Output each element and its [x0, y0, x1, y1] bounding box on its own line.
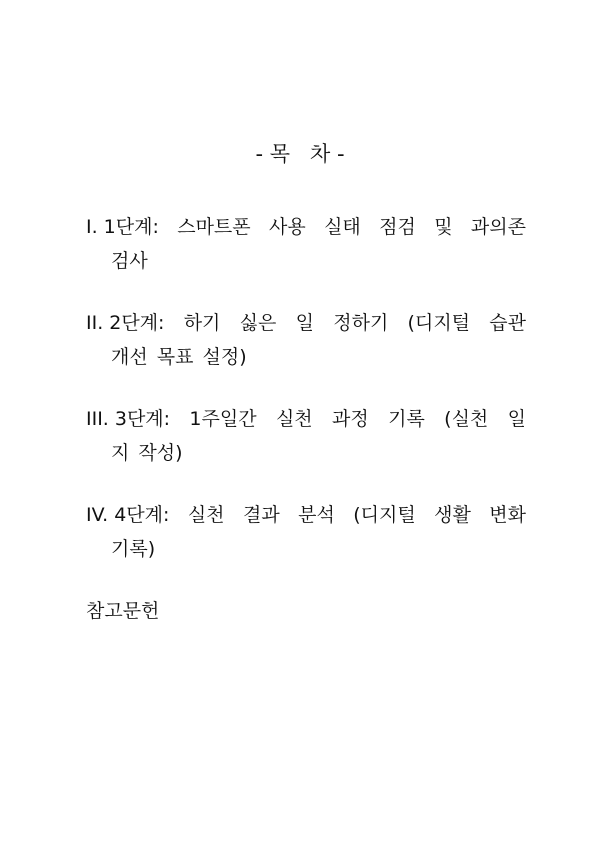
- toc-entry-line: [86, 498, 526, 532]
- toc-entry-4: [86, 498, 526, 566]
- toc-entry-text: 1단계: 스마트폰 사용 실태 점검 및 과의존: [103, 216, 526, 238]
- toc-entry-text: 4단계: 실천 결과 분석 (디지털 생활 변화: [114, 504, 526, 526]
- toc-entry-3: [86, 402, 526, 470]
- toc-entry-1: [86, 210, 526, 278]
- toc-entry-continuation: 검사: [111, 250, 148, 272]
- toc-entry-continuation: 개선 목표 설정): [111, 346, 247, 368]
- toc-references: 참고문헌: [86, 600, 160, 622]
- toc-entry-line: [86, 210, 526, 244]
- toc-entry-continuation: 기록): [111, 538, 156, 560]
- toc-entry-continuation: 지 작성): [111, 442, 183, 464]
- toc-entry-line: [86, 402, 526, 436]
- toc-entry-2: [86, 306, 526, 374]
- toc-entry-line: [86, 306, 526, 340]
- toc-entry-numeral: II.: [86, 312, 104, 334]
- toc-entry-numeral: I.: [86, 216, 98, 238]
- toc-entry-text: 3단계: 1주일간 실천 과정 기록 (실천 일: [114, 408, 526, 430]
- toc-entry-text: 2단계: 하기 싫은 일 정하기 (디지털 습관: [109, 312, 526, 334]
- toc-title: - 목 차 -: [255, 142, 345, 166]
- toc-list: [86, 210, 526, 628]
- toc-entry-numeral: IV.: [86, 504, 109, 526]
- toc-entry-numeral: III.: [86, 408, 109, 430]
